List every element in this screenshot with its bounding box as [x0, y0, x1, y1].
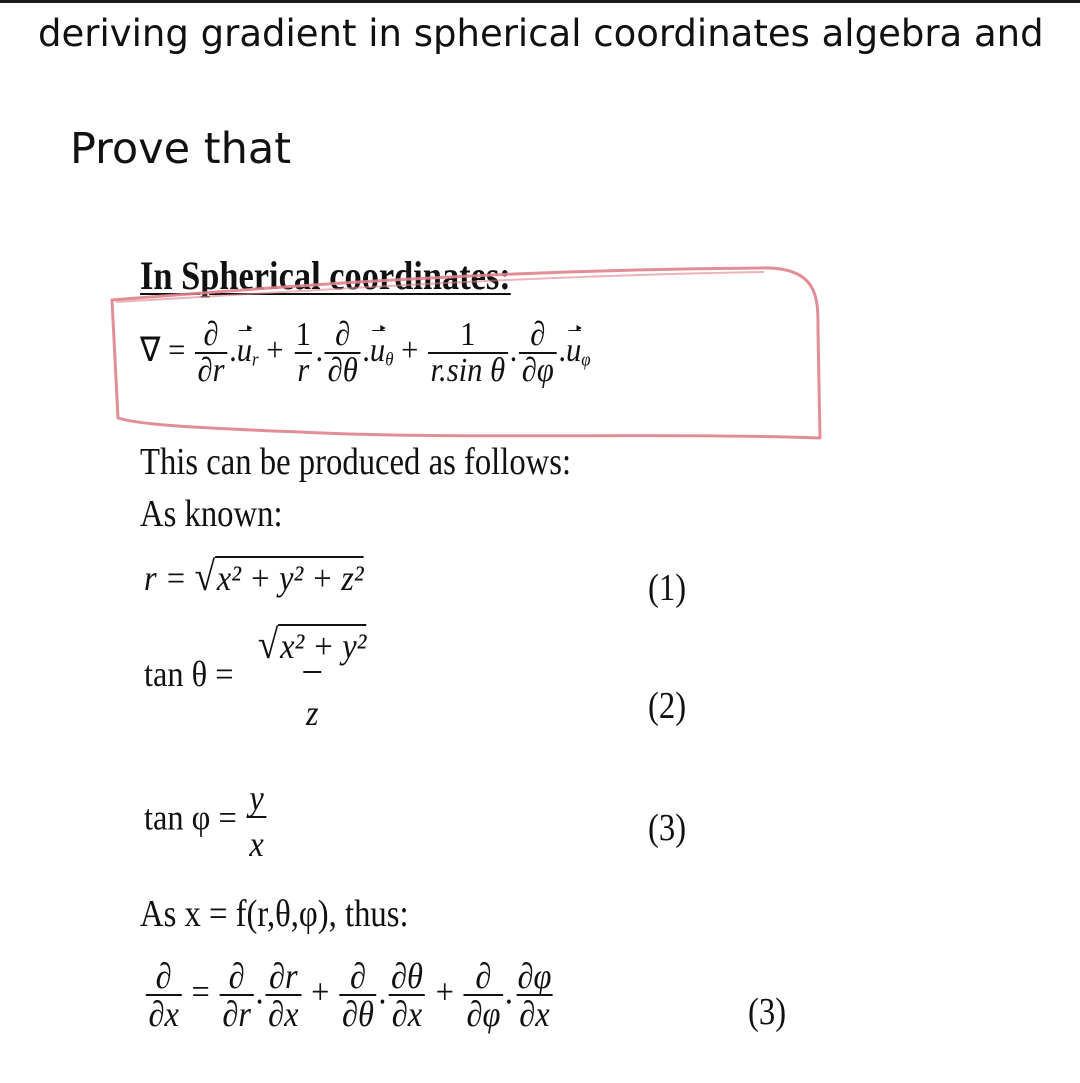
equation-number-2: (2)	[648, 685, 687, 727]
nabla-lhs: ∇ =	[140, 331, 186, 369]
chain-rule-equation: ∂ ∂x = ∂ ∂r . $\frac{\partial r}{\partial x}$ + ∂ ∂θ . $\frac{\partial\theta}{\partial x}$ + ∂ ∂φ . $\frac{\partial\varphi}{\partial x}$	[144, 958, 556, 1032]
text-as-known: As known:	[140, 493, 283, 535]
equation-number-3: (3)	[648, 807, 687, 849]
text-as-x-function: As x = f(r,θ,φ), thus:	[140, 893, 409, 935]
one-over-r-fraction: $\frac{1}{r}$	[295, 316, 311, 389]
unit-vector-r: u	[236, 331, 253, 369]
sqrt-content: x² + y² + z²	[216, 558, 364, 598]
prove-that-text: Prove that	[70, 124, 292, 174]
equation-number-1: (1)	[648, 567, 687, 609]
equation-tan-phi: tan φ = $\frac{y}{x}$	[144, 780, 268, 862]
gradient-formula: ∇ = ∂ ∂r $.u_r$ + $\frac{1}{r}$ . ∂ ∂θ $.u_\theta$ + $\frac{1}{\text{r.sin θ}}$ . ∂ ∂φ $.u_\varphi$	[140, 316, 591, 389]
doc-heading: In Spherical coordinates:	[140, 253, 511, 298]
equation-number-4: (3)	[748, 991, 787, 1033]
equation-r: r = √x² + y² + z²	[144, 553, 364, 599]
one-over-rsin-fraction: $\frac{1}{\text{r.sin θ}}$	[428, 318, 508, 388]
unit-vector-phi: u	[565, 331, 582, 369]
question-title: deriving gradient in spherical coordinates algebra and	[38, 12, 1044, 55]
unit-vector-theta: u	[369, 331, 386, 369]
equation-tan-theta: tan θ = $\frac{\text{√x² + y²}}{z}$	[144, 621, 367, 734]
partial-r-fraction: ∂ ∂r	[195, 318, 227, 388]
partial-theta-fraction: ∂ ∂θ	[325, 318, 361, 388]
partial-phi-fraction: ∂ ∂φ	[519, 318, 556, 388]
text-produced: This can be produced as follows:	[140, 441, 572, 483]
